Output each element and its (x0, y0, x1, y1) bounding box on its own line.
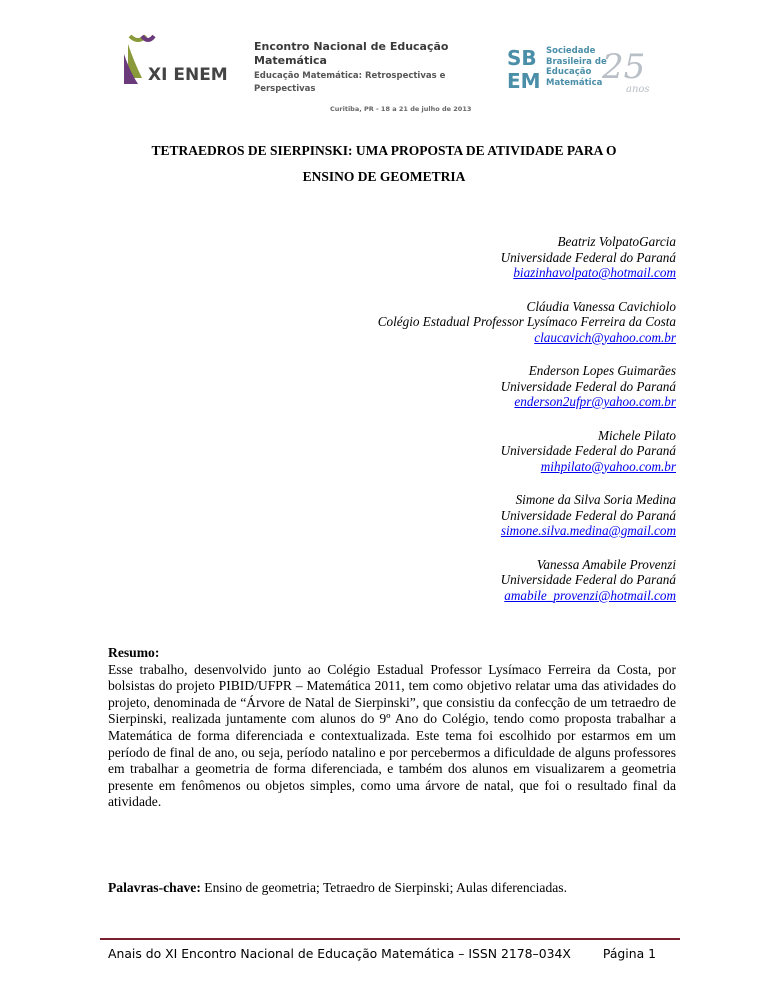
paper-title-line-2: ENSINO DE GEOMETRIA (302, 169, 466, 184)
keywords (108, 880, 688, 896)
footer-divider (100, 938, 680, 940)
author-block (256, 363, 676, 410)
author-affiliation: Universidade Federal do Paraná (500, 443, 676, 458)
abstract (108, 645, 676, 811)
author-affiliation: Universidade Federal do Paraná (500, 572, 676, 587)
abstract-label: Resumo: (108, 645, 160, 660)
svg-text:25: 25 (602, 47, 646, 87)
author-name: Michele Pilato (598, 427, 676, 443)
author-block (256, 299, 676, 346)
author-name: Enderson Lopes Guimarães (528, 363, 676, 378)
anniversary-logo (600, 42, 656, 94)
event-subtitle: Educação Matemática: Retrospectivas e Perspectivas (254, 71, 446, 94)
author-email-link[interactable]: claucavich@yahoo.com.br (534, 329, 676, 345)
enem-logo (120, 32, 240, 90)
author-affiliation: Universidade Federal do Paraná (500, 249, 676, 265)
author-list (256, 234, 676, 621)
author-block (256, 428, 676, 475)
event-title: Encontro Nacional de Educação Matemática (254, 40, 449, 67)
author-email-link[interactable]: enderson2ufpr@yahoo.com.br (514, 394, 676, 409)
anniversary-text: anos (626, 84, 650, 94)
sbem-logo (506, 44, 542, 90)
author-name: Cláudia Vanessa Cavichiolo (526, 298, 676, 314)
author-affiliation: Colégio Estadual Professor Lysímaco Ferreira da Costa (377, 314, 676, 329)
author-name: Beatriz VolpatoGarcia (557, 234, 676, 249)
author-block (256, 557, 676, 604)
page-number: Página 1 (602, 946, 656, 961)
svg-text:EM: EM (507, 69, 541, 90)
paper-title (100, 138, 668, 190)
event-header (254, 40, 494, 114)
author-name: Simone da Silva Soria Medina (515, 492, 676, 507)
paper-title-line-1: TETRAEDROS DE SIERPINSKI: UMA PROPOSTA DE ATIVIDADE PARA O (151, 143, 617, 158)
author-block (256, 234, 676, 281)
author-email-link[interactable]: biazinhavolpato@hotmail.com (513, 265, 676, 280)
keywords-label: Palavras-chave: (108, 880, 201, 895)
author-email-link[interactable]: mihpilato@yahoo.com.br (540, 458, 676, 474)
sbem-name: Sociedade Brasileira de Educação Matemática (546, 46, 607, 88)
author-name: Vanessa Amabile Provenzi (536, 556, 676, 572)
enem-logo-text: XI ENEM (148, 65, 228, 85)
event-location: Curitiba, PR - 18 a 21 de julho de 2013 (330, 105, 472, 113)
abstract-text: Esse trabalho, desenvolvido junto ao Colégio Estadual Professor Lysímaco Ferreira da Costa, por bolsistas do projeto PIBID/UFPR – Matemática 2011, tem como objetivo relatar uma das atividades do projeto, denominada de “Árvore de Natal de Sierpinski”, que consistiu da confecção de um tetraedro de Sierpinski, realizada juntamente com alunos do 9º Ano do Colégio, tendo como proposta trabalhar a Matemática de forma diferenciada e contextualizada. Este tema foi escolhido por estarmos em um período de final de ano, ou seja, período natalino e por percebermos a dificuldade de alguns professores em trabalhar a geometria de forma diferenciada, e também dos alunos em visualizarem a geometria presente em fenômenos ou objetos simples, como uma árvore de natal, que foi o resultado final da atividade. (108, 661, 676, 810)
author-affiliation: Universidade Federal do Paraná (500, 378, 676, 394)
keywords-text: Ensino de geometria; Tetraedro de Sierpinski; Aulas diferenciadas. (204, 880, 567, 895)
author-affiliation: Universidade Federal do Paraná (500, 507, 676, 523)
author-block (256, 492, 676, 539)
footer-proceedings: Anais do XI Encontro Nacional de Educação Matemática – ISSN 2178–034X (108, 946, 571, 961)
author-email-link[interactable]: amabile_provenzi@hotmail.com (504, 587, 676, 603)
svg-text:SB: SB (507, 46, 537, 70)
author-email-link[interactable]: simone.silva.medina@gmail.com (500, 523, 676, 538)
